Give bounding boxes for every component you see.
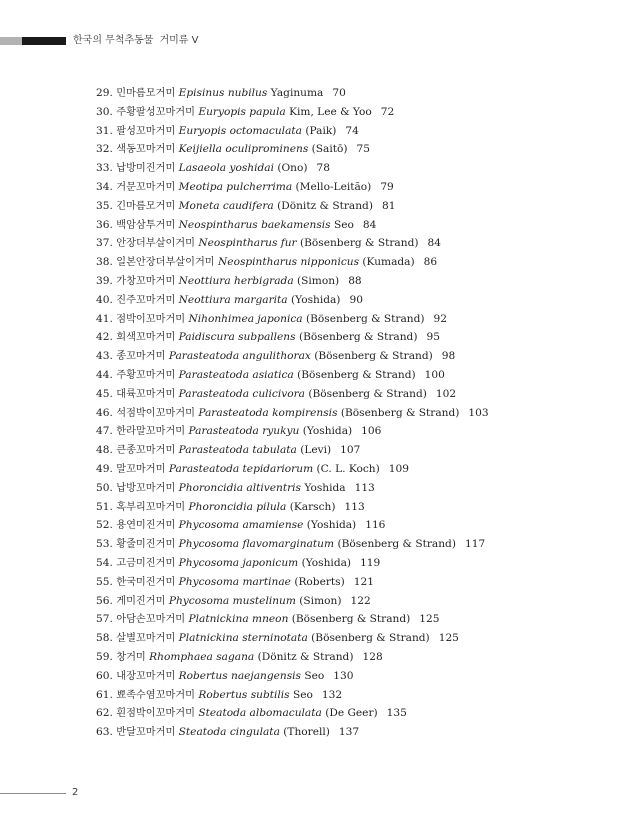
korean-name: 뾰족수염꼬마거미 [116,689,195,701]
contents-entry [96,272,489,291]
korean-name: 큰종꼬마거미 [116,445,176,457]
entry-page: 84 [362,218,377,231]
contents-entry [96,460,489,479]
korean-name: 게미진거미 [116,595,166,607]
author-citation: (Bösenberg & Strand) [314,350,433,363]
contents-entry [96,122,489,141]
entry-number: 34. [96,180,113,193]
entry-number: 49. [96,462,113,475]
korean-name: 아담손꼬마거미 [116,614,186,626]
scientific-name: Parasteatoda angulithorax [168,350,311,363]
entry-page: 113 [354,481,375,494]
scientific-name: Neospintharus fur [198,237,297,250]
contents-list [96,84,489,742]
entry-number: 36. [96,218,113,231]
entry-number: 31. [96,124,113,137]
entry-page: 119 [360,556,381,569]
scientific-name: Meotipa pulcherrima [178,180,293,193]
korean-name: 흰점박이꼬마거미 [116,708,195,720]
entry-number: 55. [96,575,113,588]
contents-entry [96,723,489,742]
entry-page: 117 [464,538,486,551]
korean-name: 일본안장더부살이거미 [116,257,215,269]
entry-page: 81 [381,199,396,212]
author-citation: (Saitō) [311,143,348,156]
entry-page: 98 [441,350,456,363]
entry-number: 56. [96,594,113,607]
contents-entry [96,610,489,629]
entry-number: 39. [96,274,113,287]
entry-number: 40. [96,293,113,306]
scientific-name: Phycosoma amamiense [178,519,304,532]
entry-number: 50. [96,481,113,494]
author-citation: (Dönitz & Strand) [257,650,354,663]
entry-number: 30. [96,105,113,118]
entry-page: 100 [424,368,445,381]
contents-entry [96,554,489,573]
entry-page: 106 [361,425,382,438]
author-citation: (Bösenberg & Strand) [337,538,456,551]
korean-name: 내장꼬마거미 [116,670,176,682]
entry-number: 60. [96,669,113,682]
scientific-name: Platnickina mneon [188,613,289,626]
contents-entry [96,704,489,723]
scientific-name: Parasteatoda culicivora [178,387,305,400]
scientific-name: Moneta caudifera [178,199,274,212]
author-citation: Yoshida [304,481,346,494]
author-citation: (Bösenberg & Strand) [298,331,418,344]
author-citation: (Bösenberg & Strand) [299,237,419,250]
contents-entry [96,140,489,159]
author-citation: (Roberts) [294,575,345,588]
contents-entry [96,686,489,705]
entry-page: 103 [468,406,489,419]
author-citation: Kim, Lee & Yoo [289,105,372,118]
entry-number: 43. [96,350,113,363]
korean-name: 회색꼬마거미 [116,332,176,344]
author-citation: (C. L. Koch) [316,462,380,475]
scientific-name: Neottiura herbigrada [178,274,294,287]
entry-number: 37. [96,237,113,250]
scientific-name: Neottiura margarita [178,293,288,306]
running-header [73,34,198,48]
scientific-name: Paidiscura subpallens [178,331,296,344]
scientific-name: Nihonhimea japonica [188,312,303,325]
contents-entry [96,178,489,197]
entry-number: 62. [96,707,113,720]
korean-name: 점박이꼬마거미 [116,313,186,325]
entry-page: 116 [365,519,386,532]
entry-page: 125 [438,632,459,645]
author-citation: Seo [304,669,325,682]
scientific-name: Neospintharus nipponicus [218,256,360,269]
footer-rule [0,793,66,794]
scientific-name: Euryopis octomaculata [178,124,302,137]
contents-entry [96,404,489,423]
scientific-name: Robertus naejangensis [178,669,301,682]
author-citation: Seo [292,688,313,701]
page-number: 2 [72,787,79,798]
author-citation: Yaginuma [270,87,324,99]
korean-name: 한라말꼬마거미 [116,426,186,438]
author-citation: (Yoshida) [290,293,341,306]
entry-number: 53. [96,538,113,551]
entry-page: 102 [435,387,457,400]
contents-entry [96,422,489,441]
header-accent-bar [0,37,22,45]
scientific-name: Lasaeola yoshidai [178,162,274,175]
scientific-name: Phycosoma mustelinum [168,594,296,607]
scientific-name: Phoroncidia pilula [188,500,287,513]
entry-page: 113 [344,500,365,513]
entry-number: 59. [96,650,113,663]
contents-entry [96,573,489,592]
entry-number: 29. [96,87,113,99]
contents-entry [96,310,489,329]
header-dark-bar [22,37,66,45]
scientific-name: Parasteatoda tepidariorum [168,462,314,475]
scientific-name: Neospintharus baekamensis [178,218,331,231]
contents-entry [96,516,489,535]
entry-number: 42. [96,331,113,344]
entry-page: 70 [332,87,346,99]
contents-entry [96,216,489,235]
scientific-name: Keijiella oculiprominens [178,143,309,156]
korean-name: 긴마름모거미 [116,200,176,212]
entry-number: 35. [96,199,113,212]
korean-name: 색동꼬마거미 [116,144,176,156]
entry-page: 90 [349,293,363,306]
author-citation: (Yoshida) [302,425,353,438]
author-citation: (Dönitz & Strand) [277,199,373,212]
korean-name: 창거미 [116,651,146,663]
contents-entry [96,291,489,310]
entry-page: 84 [427,237,441,250]
scientific-name: Phycosoma flavomarginatum [178,538,335,551]
scientific-name: Phycosoma japonicum [178,556,299,569]
entry-number: 44. [96,368,113,381]
entry-number: 57. [96,613,113,626]
korean-name: 혹부리꼬마거미 [116,501,186,513]
contents-entry [96,479,489,498]
author-citation: (Ono) [277,162,308,175]
entry-number: 54. [96,556,113,569]
korean-name: 안장더부살이거미 [116,238,195,250]
entry-page: 95 [426,331,440,344]
scientific-name: Parasteatoda asiatica [178,368,294,381]
entry-number: 51. [96,500,113,513]
entry-page: 135 [386,707,407,720]
author-citation: (Paik) [305,124,337,137]
entry-number: 41. [96,312,113,325]
author-citation: (Bösenberg & Strand) [297,368,416,381]
author-citation: (Bösenberg & Strand) [291,613,411,626]
entry-number: 47. [96,425,113,438]
entry-page: 74 [345,124,359,137]
entry-page: 107 [340,444,361,457]
author-citation: (Kumada) [362,256,415,269]
korean-name: 납방미진거미 [116,163,176,175]
book-title: 한국의 무척추동물 [73,35,154,46]
contents-entry [96,84,489,103]
entry-page: 132 [321,688,343,701]
scientific-name: Episinus nubilus [178,87,268,99]
entry-page: 121 [353,575,374,588]
contents-entry [96,159,489,178]
korean-name: 주황꼬마거미 [116,369,176,381]
entry-page: 79 [380,180,394,193]
entry-number: 45. [96,387,113,400]
korean-name: 말꼬마거미 [116,463,166,475]
contents-entry [96,498,489,517]
korean-name: 대륙꼬마거미 [116,388,176,400]
contents-entry [96,103,489,122]
entry-number: 61. [96,688,113,701]
entry-page: 137 [338,726,360,739]
author-citation: (Bösenberg & Strand) [306,312,425,325]
korean-name: 팔성꼬마거미 [116,125,176,137]
entry-number: 32. [96,143,113,156]
entry-number: 33. [96,162,113,175]
contents-entry [96,253,489,272]
korean-name: 황줄미진거미 [116,539,176,551]
scientific-name: Robertus subtilis [198,688,290,701]
author-citation: (Yoshida) [306,519,357,532]
author-citation: (Thorell) [283,726,330,739]
scientific-name: Platnickina sterninotata [178,632,308,645]
korean-name: 주황팔성꼬마거미 [116,106,195,118]
contents-entry [96,592,489,611]
contents-entry [96,347,489,366]
entry-number: 46. [96,406,113,419]
scientific-name: Euryopis papula [198,105,286,118]
korean-name: 한국미진거미 [116,576,176,588]
scientific-name: Phoroncidia altiventris [178,481,301,494]
entry-number: 52. [96,519,113,532]
contents-entry [96,667,489,686]
scientific-name: Parasteatoda ryukyu [188,425,300,438]
entry-page: 92 [433,312,448,325]
korean-name: 반달꼬마거미 [116,727,176,739]
author-citation: (Simon) [299,594,342,607]
author-citation: (Bösenberg & Strand) [308,387,427,400]
author-citation: Seo [333,218,354,231]
entry-page: 125 [419,613,440,626]
contents-entry [96,366,489,385]
contents-entry [96,535,489,554]
korean-name: 석점박이꼬마거미 [116,407,195,419]
author-citation: (De Geer) [325,707,378,720]
scientific-name: Phycosoma martinae [178,575,291,588]
contents-entry [96,234,489,253]
korean-name: 진주꼬마거미 [116,294,176,306]
korean-name: 가창꼬마거미 [116,275,176,287]
korean-name: 납방꼬마거미 [116,482,176,494]
scientific-name: Steatoda cingulata [178,726,280,739]
entry-number: 63. [96,726,113,739]
korean-name: 종꼬마거미 [116,351,166,363]
entry-page: 109 [388,462,409,475]
entry-page: 75 [356,143,370,156]
section-title: 거미류 V [159,35,199,46]
entry-page: 72 [380,105,395,118]
korean-name: 거문꼬마거미 [116,181,176,193]
entry-page: 122 [350,594,371,607]
author-citation: (Mello-Leitão) [295,180,372,193]
author-citation: (Simon) [297,274,340,287]
author-citation: (Karsch) [289,500,336,513]
contents-entry [96,385,489,404]
author-citation: (Bösenberg & Strand) [311,632,430,645]
contents-entry [96,328,489,347]
contents-entry [96,197,489,216]
entry-number: 48. [96,444,113,457]
korean-name: 백암삼투거미 [116,219,176,231]
entry-page: 78 [316,162,330,175]
author-citation: (Yoshida) [301,556,352,569]
korean-name: 민마름모거미 [116,88,176,99]
scientific-name: Rhomphaea sagana [149,650,255,663]
contents-entry [96,629,489,648]
author-citation: (Levi) [300,444,332,457]
korean-name: 용연미진거미 [116,520,176,532]
entry-page: 86 [423,256,438,269]
author-citation: (Bösenberg & Strand) [340,406,460,419]
scientific-name: Parasteatoda kompirensis [198,406,338,419]
contents-entry [96,441,489,460]
entry-number: 58. [96,632,113,645]
scientific-name: Steatoda albomaculata [198,707,322,720]
entry-page: 128 [362,650,383,663]
contents-entry [96,648,489,667]
korean-name: 살별꼬마거미 [116,633,176,645]
entry-page: 88 [348,274,362,287]
entry-page: 130 [333,669,354,682]
korean-name: 고금미진거미 [116,557,176,569]
entry-number: 38. [96,256,113,269]
scientific-name: Parasteatoda tabulata [178,444,297,457]
